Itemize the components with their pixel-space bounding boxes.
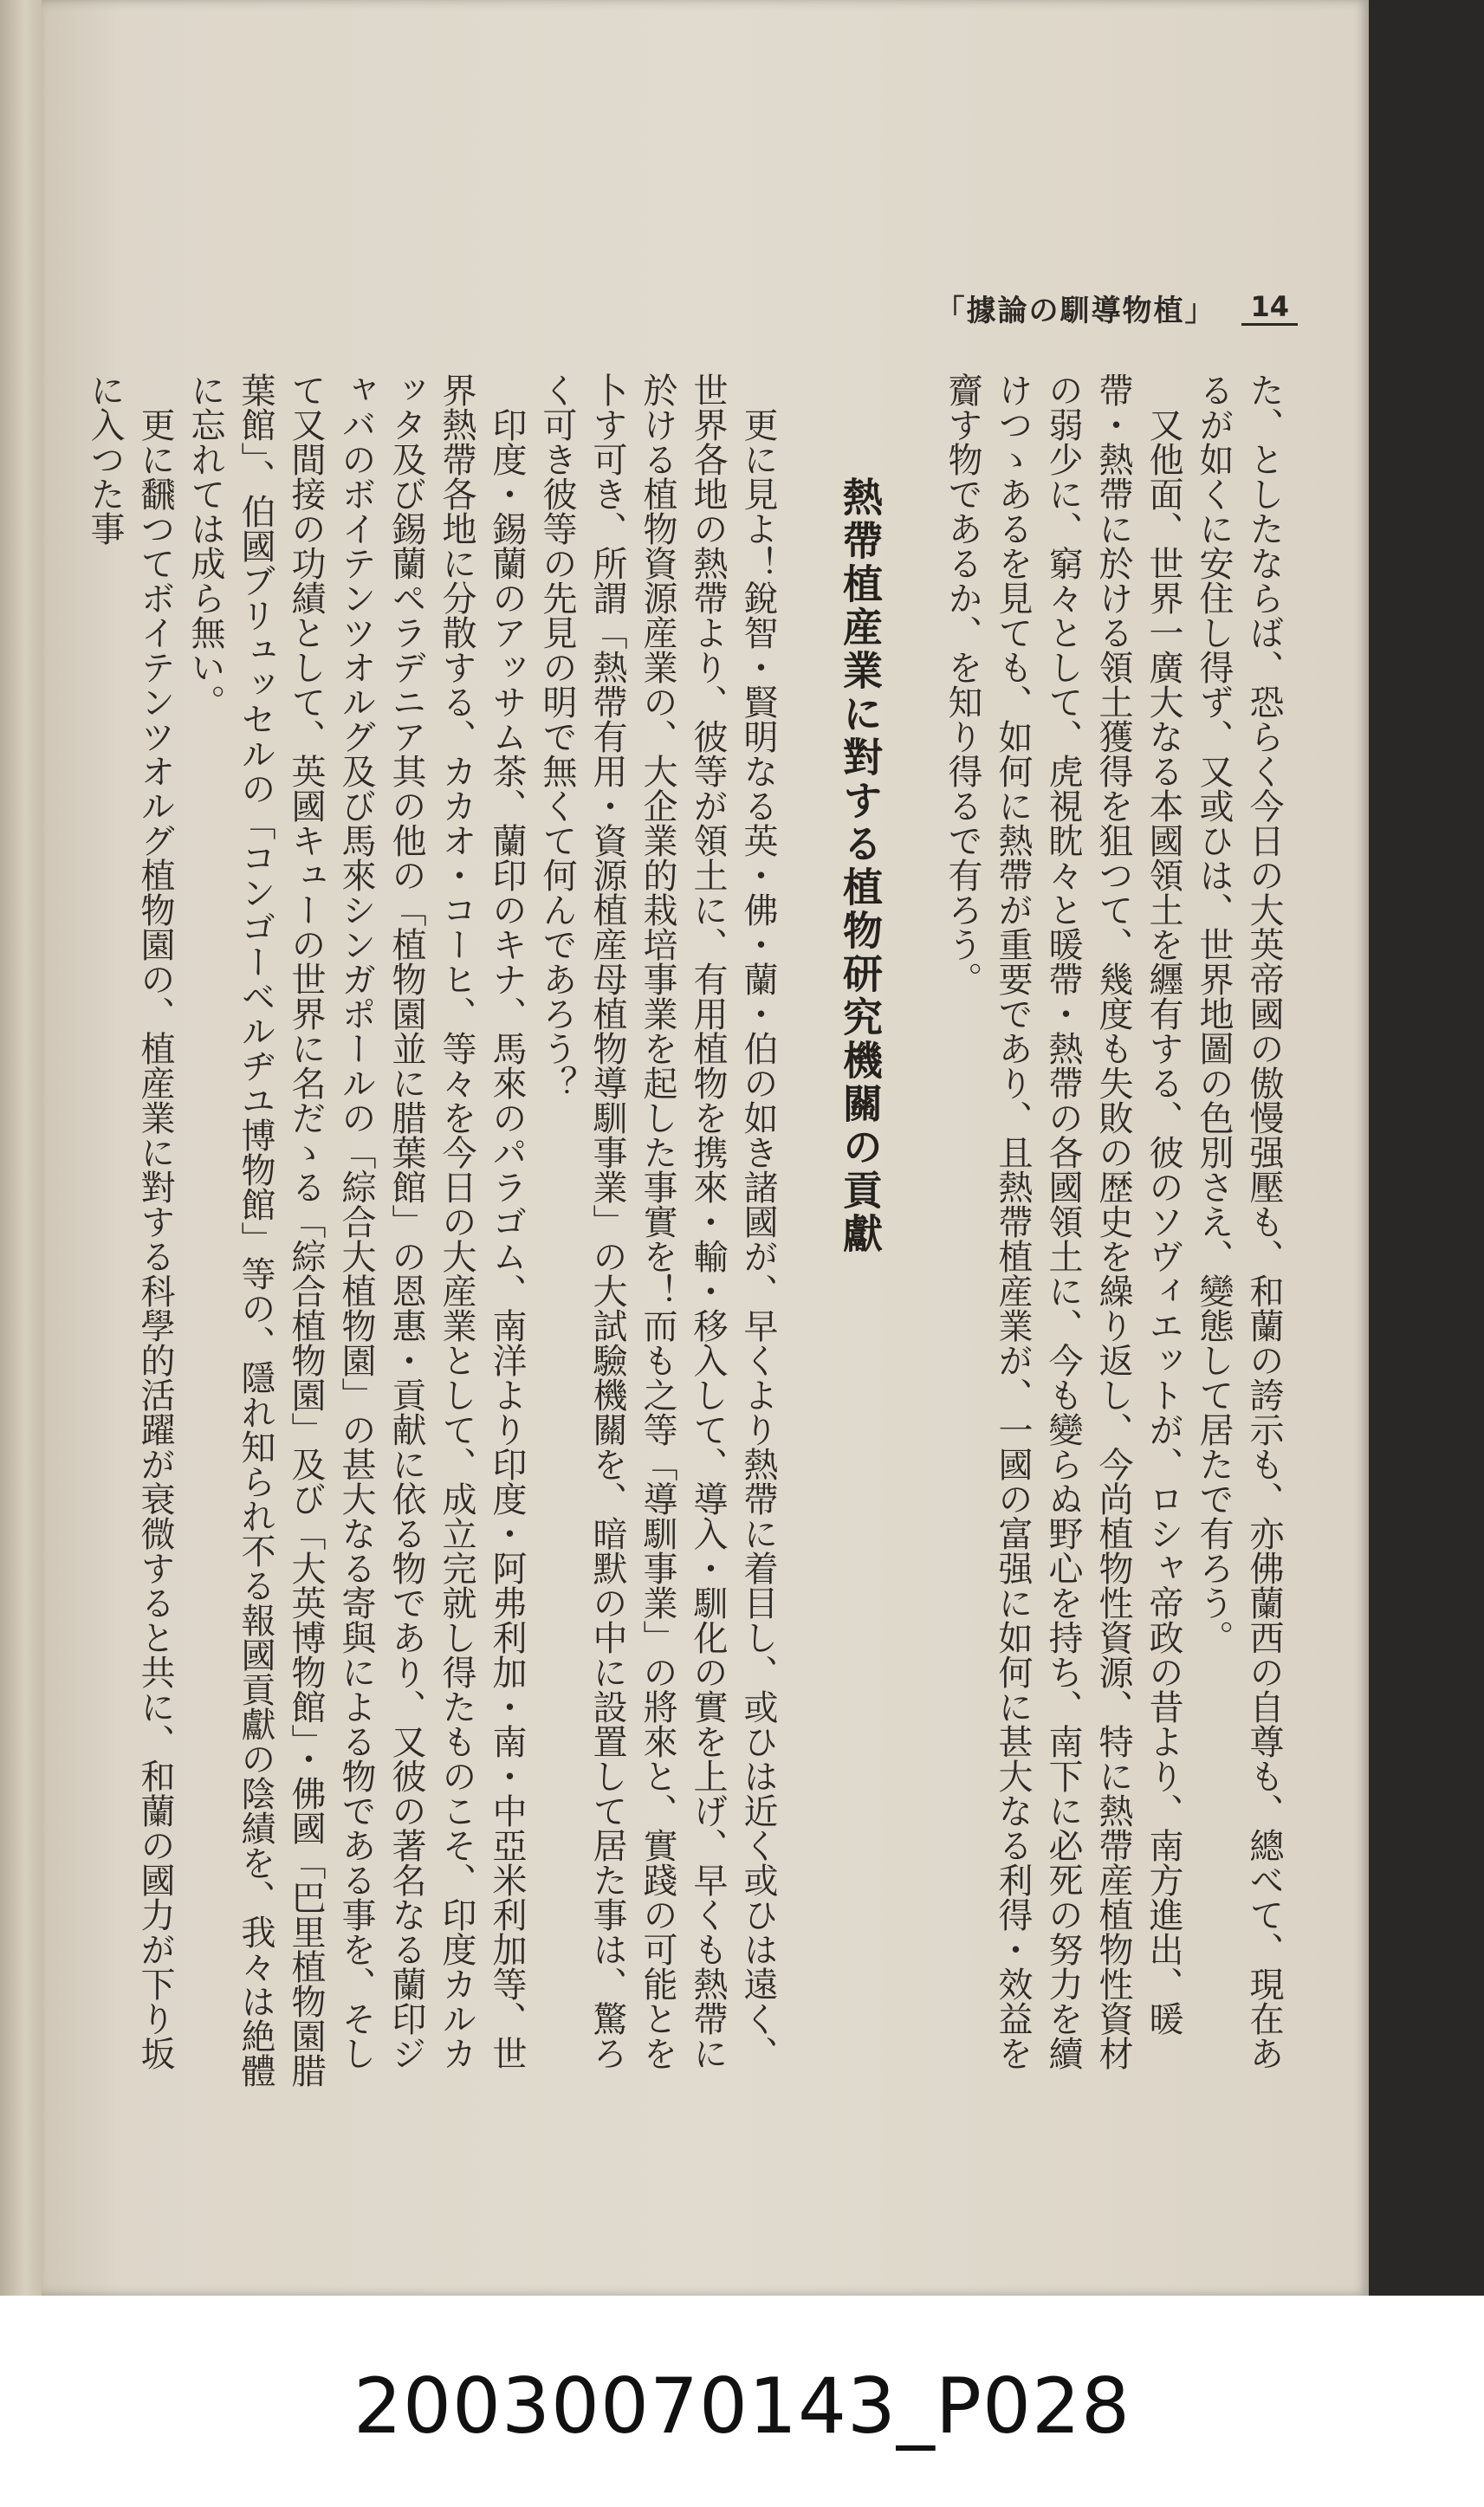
page-header <box>917 286 1298 329</box>
paragraph: 又他面、世界一廣大なる本國領土を纒有する、彼のソヴィエットが、ロシャ帝政の昔より、南方進出、暖帶・熱帶に於ける領土獲得を狙つて、幾度も失敗の歴史を繰り返し、今尚植物性資源、特に熱帶産植物性資材の弱少に、窮々として、虎視眈々と暖帶・熱帶の各國領土に、今も變らぬ野心を持ち、南下に必死の努力を續けつゝあるを見ても、如何に熱帶が重要であり、且熱帶植産業が、一國の富强に如何に甚大なる利得・效益を齎す物であるか、を知り得るで有ろう。 <box>943 372 1183 2070</box>
paragraph: 更に飜つてボイテンツオルグ植物園の、植産業に對する科學的活躍が衰微すると共に、和蘭の國力が下り坂に入つた事 <box>85 372 175 2070</box>
page-number: 14 <box>1241 290 1298 326</box>
vertical-body-text <box>85 372 1289 2088</box>
paragraph: た、としたならば、恐らく今日の大英帝國の傲慢强壓も、和蘭の誇示も、亦佛蘭西の自尊も、總べて、現在あるが如くに安住し得ず、又或ひは、世界地圖の色別さえ、變態して居たで有ろう。 <box>1194 372 1284 2070</box>
book-spine <box>0 0 42 2296</box>
running-title: 「據論の馴導物植」 <box>935 293 1216 328</box>
paragraph: 更に見よ！銳智・賢明なる英・佛・蘭・伯の如き諸國が、早くより熱帶に着目し、或ひは近く或ひは遠く、世界各地の熱帶より、彼等が領土に、有用植物を携來・輸・移入して、導入・馴化の實を上げ、早くも熱帶に於ける植物資源産業の、大企業的栽培事業を起した事實を！而も之等「導馴事業」の將來と、實踐の可能とを卜す可き、所謂「熱帶有用・資源植産母植物導馴事業」の大試驗機關を、暗默の中に設置して居た事は、驚ろく可き彼等の先見の明で無くて何んであろう？ <box>537 372 778 2070</box>
book-page <box>42 0 1369 2296</box>
paragraph: 印度・錫蘭のアッサム茶、蘭印のキナ、馬來のパラゴム、南洋より印度・阿弗利加・南・中亞米利加等、世界熱帶各地に分散する、カカオ・コーヒ、等々を今日の大産業として、成立完就し得たものこそ、印度カルカッタ及び錫蘭ペラデニア其の他の「植物園並に腊葉館」の恩惠・貢献に依る物であり、又彼の著名なる蘭印ジャバのボイテンツオルグ及び馬來シンガポールの「綜合大植物園」の甚大なる寄與による物である事を、そして又間接の功績として、英國キューの世界に名だゝる「綜合植物園」及び「大英博物館」・佛國「巴里植物園腊葉館」、伯國ブリュッセルの「コンゴーベルヂユ博物館」等の、隱れ知られ不る報國貢獻の陰績を、我々は絶體に忘れては成ら無い。 <box>185 372 527 2088</box>
archive-id-caption: 20030070143_P028 <box>353 2361 1131 2451</box>
section-heading: 熱帶植産業に對する植物研究機關の貢獻 <box>837 476 884 1256</box>
